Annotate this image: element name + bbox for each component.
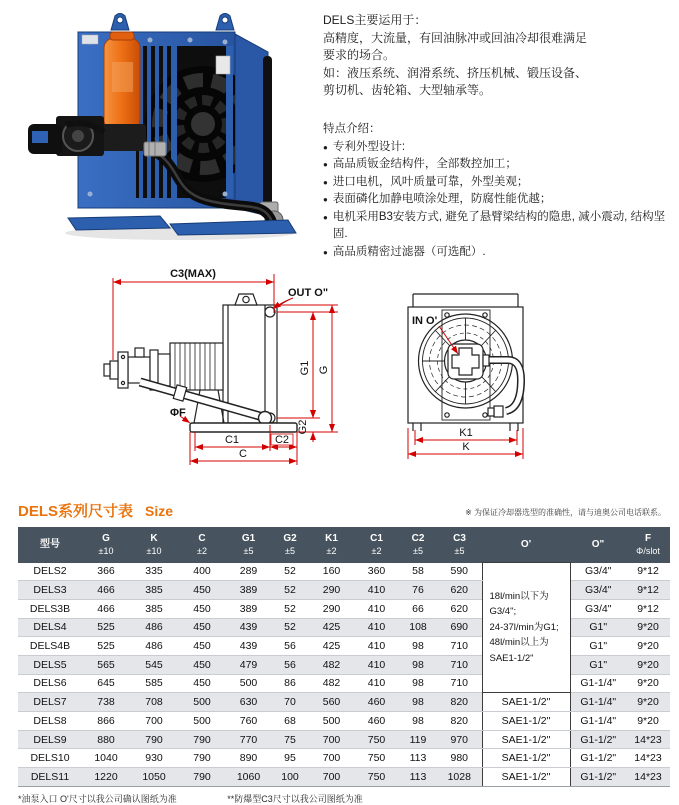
dimension-cell: 119 [399, 730, 437, 749]
dimension-cell: 58 [399, 563, 437, 581]
lifting-lugs [111, 14, 234, 31]
dimension-cell: 482 [309, 655, 354, 674]
dimension-cell: 482 [309, 674, 354, 693]
bullet-icon: ● [323, 177, 328, 187]
foot-left [68, 216, 170, 230]
dimension-cell: 450 [178, 599, 226, 618]
dim-label-phif: ΦF [170, 407, 186, 419]
dim-label-g: G [318, 365, 330, 375]
model-cell: DELS4 [18, 618, 82, 637]
dim-label-k: K [462, 441, 470, 453]
column-header: F Φ/slot [626, 527, 670, 563]
o2-cell: G3/4" [570, 563, 626, 581]
column-header: C1 ±2 [354, 527, 399, 563]
dimension-cell: 450 [178, 618, 226, 637]
dimension-cell: 790 [130, 730, 178, 749]
dimension-cell: 525 [82, 637, 130, 656]
dimension-cell: 450 [178, 655, 226, 674]
feature-item [323, 139, 675, 157]
dimension-cell: 500 [309, 712, 354, 731]
dimension-cell: 360 [354, 563, 399, 581]
feature-item [323, 191, 675, 209]
dimension-cell: 790 [178, 730, 226, 749]
dimension-cell: 52 [271, 581, 309, 600]
dimension-cell: 486 [130, 637, 178, 656]
f-cell: 9*12 [626, 599, 670, 618]
dimension-cell: 113 [399, 749, 437, 768]
dimension-cell: 565 [82, 655, 130, 674]
rear-hose [263, 56, 272, 214]
dimension-cell: 52 [271, 563, 309, 581]
size-table-section [18, 500, 666, 805]
dimension-cell: 760 [226, 712, 271, 731]
dimension-cell: 113 [399, 768, 437, 787]
dimension-cell: 710 [437, 655, 482, 674]
dimension-cell: 439 [226, 618, 271, 637]
bullet-icon: ● [323, 195, 328, 204]
footnote-1: *油泵入口 O'尺寸以我公司确认图纸为准 [18, 793, 177, 804]
table-title-en: Size [145, 503, 174, 519]
dim-label-in: IN O' [412, 315, 438, 327]
table-titlebar [18, 500, 666, 520]
dimension-cell: 410 [354, 581, 399, 600]
dimension-cell: 880 [82, 730, 130, 749]
sticker [216, 56, 230, 74]
dimension-cell: 108 [399, 618, 437, 637]
dimension-cell: 866 [82, 712, 130, 731]
o1-cell: SAE1-1/2" [482, 712, 570, 731]
intro-text [323, 12, 675, 100]
footnotes [18, 792, 666, 805]
dimension-cell: 820 [437, 712, 482, 731]
dimension-cell: 770 [226, 730, 271, 749]
intro-line: 要求的场合。 [323, 48, 396, 62]
o2-cell: G1" [570, 655, 626, 674]
dimension-cell: 385 [130, 599, 178, 618]
bullet-icon: ● [323, 247, 328, 257]
table-row [18, 712, 670, 731]
dimension-cell: 690 [437, 618, 482, 637]
model-cell: DELS3 [18, 581, 82, 600]
model-cell: DELS2 [18, 563, 82, 581]
column-header: O" [570, 527, 626, 563]
dimension-cell: 439 [226, 637, 271, 656]
model-cell: DELS4B [18, 637, 82, 656]
table-row [18, 618, 670, 637]
o1-cell: SAE1-1/2" [482, 730, 570, 749]
dimension-cell: 52 [271, 618, 309, 637]
feature-item [323, 174, 675, 192]
dimension-cell: 70 [271, 693, 309, 712]
features-title: 特点介绍： [323, 123, 381, 135]
dimension-cell: 290 [309, 581, 354, 600]
dimension-cell: 500 [226, 674, 271, 693]
dimension-cell: 790 [178, 749, 226, 768]
dimension-cell: 560 [309, 693, 354, 712]
table-row [18, 693, 670, 712]
column-header: G ±10 [82, 527, 130, 563]
dimension-cell: 970 [437, 730, 482, 749]
intro-line: 高精度，大流量，有回油脉冲或回油冷却很难满足 [323, 30, 588, 45]
dimension-cell: 460 [354, 693, 399, 712]
dimension-cell: 460 [354, 712, 399, 731]
size-table-body [18, 563, 670, 787]
dimension-cell: 98 [399, 637, 437, 656]
dimension-cell: 750 [354, 730, 399, 749]
f-cell: 9*20 [626, 712, 670, 731]
f-cell: 9*12 [626, 581, 670, 600]
dimension-cell: 790 [178, 768, 226, 787]
dimension-cell: 820 [437, 693, 482, 712]
header-row [18, 527, 670, 563]
f-cell: 14*23 [626, 749, 670, 768]
sticker-small [82, 35, 98, 44]
model-cell: DELS3B [18, 599, 82, 618]
dim-label-c: C [239, 448, 247, 460]
dimension-cell: 466 [82, 599, 130, 618]
dimension-cell: 410 [354, 599, 399, 618]
dimension-cell: 700 [309, 749, 354, 768]
dimension-cell: 930 [130, 749, 178, 768]
model-cell: DELS5 [18, 655, 82, 674]
model-cell: DELS11 [18, 768, 82, 787]
feature-item [323, 156, 675, 174]
dimension-cell: 410 [354, 674, 399, 693]
column-header: O' [482, 527, 570, 563]
dimension-cell: 400 [178, 563, 226, 581]
table-note: ※ 为保证冷却器选型的准确性，请与迪奥公司电话联系。 [465, 508, 666, 517]
dimension-cell: 98 [399, 712, 437, 731]
f-cell: 9*20 [626, 637, 670, 656]
f-cell: 9*20 [626, 693, 670, 712]
dimension-cell: 500 [178, 712, 226, 731]
column-header: K1 ±2 [309, 527, 354, 563]
f-cell: 14*23 [626, 730, 670, 749]
table-row [18, 730, 670, 749]
table-row [18, 674, 670, 693]
dimension-cell: 289 [226, 563, 271, 581]
table-row [18, 563, 670, 581]
column-header: G2 ±5 [271, 527, 309, 563]
dimension-cell: 738 [82, 693, 130, 712]
dimension-cell: 466 [82, 581, 130, 600]
feature-item [323, 209, 675, 244]
dim-label-out: OUT O" [288, 287, 329, 299]
dimension-cell: 590 [437, 563, 482, 581]
o2-cell: G1-1/4" [570, 712, 626, 731]
o2-cell: G3/4" [570, 581, 626, 600]
dimension-cell: 1028 [437, 768, 482, 787]
dim-label-c2: C2 [274, 434, 290, 446]
column-header: 型号 [18, 527, 82, 563]
bullet-icon: ● [323, 160, 328, 169]
dimension-cell: 630 [226, 693, 271, 712]
o2-cell: G1-1/2" [570, 768, 626, 787]
size-table [18, 527, 670, 787]
feature-text: 进口电机，风叶质量可靠，外型美观； [332, 175, 529, 188]
dimension-cell: 450 [178, 581, 226, 600]
table-row [18, 768, 670, 787]
dimension-cell: 708 [130, 693, 178, 712]
dimension-cell: 389 [226, 599, 271, 618]
dimension-cell: 1060 [226, 768, 271, 787]
dim-label-g2: G2 [297, 419, 309, 435]
dimension-cell: 620 [437, 599, 482, 618]
dimension-cell: 545 [130, 655, 178, 674]
footnote-2: **防爆型C3尺寸以我公司图纸为准 [227, 793, 363, 804]
dimension-cell: 98 [399, 693, 437, 712]
dimension-cell: 100 [271, 768, 309, 787]
table-title: DELS系列尺寸表 [18, 503, 134, 520]
size-table-head [18, 527, 670, 563]
table-row [18, 749, 670, 768]
dimension-diagrams [0, 258, 679, 498]
feature-text: 专利外型设计: [332, 140, 406, 153]
o2-cell: G1-1/2" [570, 749, 626, 768]
dimension-cell: 76 [399, 581, 437, 600]
feature-text: 高品质钣金结构件，全部数控加工； [332, 158, 517, 170]
model-cell: DELS9 [18, 730, 82, 749]
dimension-cell: 450 [178, 674, 226, 693]
column-header: K ±10 [130, 527, 178, 563]
o1-cell: SAE1-1/2" [482, 693, 570, 712]
dimension-cell: 425 [309, 637, 354, 656]
bullet-icon: ● [323, 142, 328, 152]
dimension-cell: 98 [399, 674, 437, 693]
table-row [18, 637, 670, 656]
dimension-cell: 525 [82, 618, 130, 637]
column-header: C ±2 [178, 527, 226, 563]
dimension-cell: 1050 [130, 768, 178, 787]
dimension-cell: 66 [399, 599, 437, 618]
pump-assembly [28, 116, 104, 156]
dimension-cell: 160 [309, 563, 354, 581]
intro-line: 如：液压系统、润滑系统、挤压机械、锻压设备、 [323, 65, 588, 80]
feature-text: 表面磷化加静电喷涂处理，防腐性能优越； [332, 193, 552, 205]
dimension-cell: 479 [226, 655, 271, 674]
filter-head [98, 124, 146, 151]
o1-cell: SAE1-1/2" [482, 768, 570, 787]
column-header: C3 ±5 [437, 527, 482, 563]
f-cell: 9*20 [626, 655, 670, 674]
model-cell: DELS7 [18, 693, 82, 712]
side-view-drawing [104, 294, 297, 432]
dimension-cell: 750 [354, 749, 399, 768]
model-cell: DELS8 [18, 712, 82, 731]
product-photo [20, 4, 310, 244]
dimension-cell: 980 [437, 749, 482, 768]
dimension-cell: 710 [437, 674, 482, 693]
dimension-cell: 486 [130, 618, 178, 637]
f-cell: 9*20 [626, 674, 670, 693]
dim-label-g1: G1 [299, 360, 311, 376]
dimension-cell: 1040 [82, 749, 130, 768]
dimension-cell: 335 [130, 563, 178, 581]
dimension-cell: 425 [309, 618, 354, 637]
dimension-cell: 620 [437, 581, 482, 600]
model-cell: DELS10 [18, 749, 82, 768]
o1-merged-cell: 18l/min以下为G3/4"; 24-37l/min为G1; 48l/min以上为 SAE1-1/2" [482, 563, 570, 693]
dimension-cell: 585 [130, 674, 178, 693]
dimension-cell: 389 [226, 581, 271, 600]
dimension-cell: 1220 [82, 768, 130, 787]
dim-label-k1: K1 [459, 427, 473, 439]
dimension-cell: 700 [130, 712, 178, 731]
table-row [18, 581, 670, 600]
table-row [18, 599, 670, 618]
dimension-cell: 68 [271, 712, 309, 731]
dimension-cell: 710 [437, 637, 482, 656]
dim-label-c1: C1 [224, 434, 240, 446]
dimension-cell: 500 [178, 693, 226, 712]
o2-cell: G3/4" [570, 599, 626, 618]
foot-right [170, 220, 296, 235]
f-cell: 9*20 [626, 618, 670, 637]
column-header: C2 ±5 [399, 527, 437, 563]
dimension-cell: 890 [226, 749, 271, 768]
dimension-cell: 95 [271, 749, 309, 768]
dimension-cell: 98 [399, 655, 437, 674]
o1-cell: SAE1-1/2" [482, 749, 570, 768]
f-cell: 9*12 [626, 563, 670, 581]
dimension-cell: 750 [354, 768, 399, 787]
dimension-cell: 385 [130, 581, 178, 600]
dimension-cell: 86 [271, 674, 309, 693]
dimension-cell: 366 [82, 563, 130, 581]
table-row [18, 655, 670, 674]
dimension-cell: 75 [271, 730, 309, 749]
dimension-cell: 410 [354, 618, 399, 637]
dim-label-c3: C3(MAX) [170, 268, 216, 280]
dimension-cell: 410 [354, 637, 399, 656]
feature-text: 高品质精密过滤器（可选配）. [332, 245, 486, 258]
column-header: G1 ±5 [226, 527, 271, 563]
dimension-cell: 450 [178, 637, 226, 656]
features-list [323, 121, 675, 261]
dimension-cell: 700 [309, 768, 354, 787]
dimension-cell: 645 [82, 674, 130, 693]
o2-cell: G1-1/4" [570, 674, 626, 693]
dimension-cell: 56 [271, 655, 309, 674]
dimension-cell: 290 [309, 599, 354, 618]
intro-line: 剪切机、齿轮箱、大型轴承等。 [323, 83, 492, 97]
dimension-cell: 56 [271, 637, 309, 656]
model-cell: DELS6 [18, 674, 82, 693]
o2-cell: G1" [570, 618, 626, 637]
o2-cell: G1-1/4" [570, 693, 626, 712]
dimension-cell: 410 [354, 655, 399, 674]
o2-cell: G1-1/2" [570, 730, 626, 749]
intro-line: DELS主要运用于： [323, 13, 427, 27]
o2-cell: G1" [570, 637, 626, 656]
feature-text: 电机采用B3安装方式, 避免了悬臂梁结构的隐患, 减小震动, 结构坚固. [332, 210, 666, 240]
dimension-cell: 700 [309, 730, 354, 749]
bullet-icon: ● [323, 212, 328, 222]
dimension-cell: 52 [271, 599, 309, 618]
f-cell: 14*23 [626, 768, 670, 787]
